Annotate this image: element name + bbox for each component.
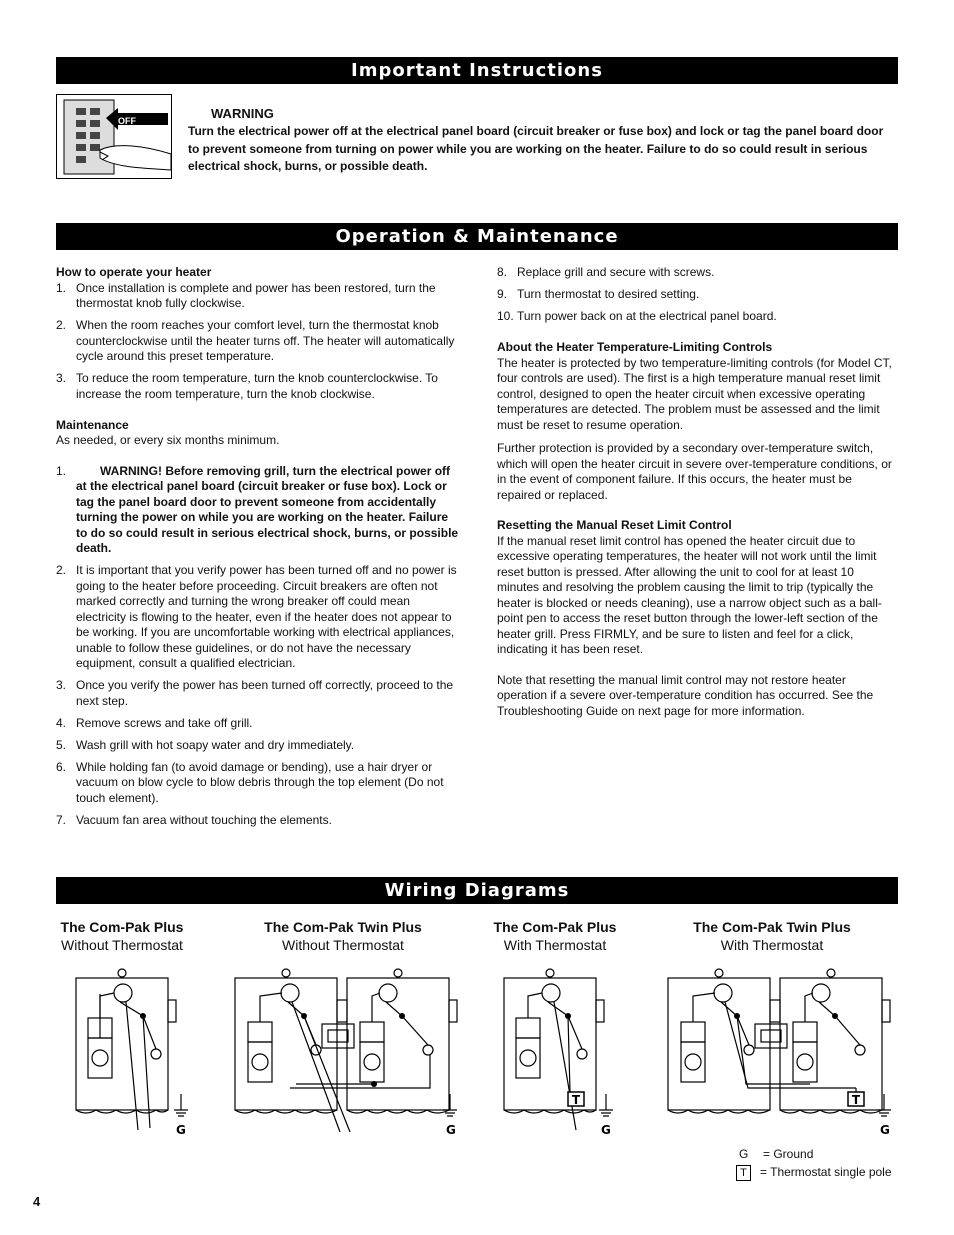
wiring-diagram-3 (494, 966, 624, 1138)
ground-label: G (601, 1123, 611, 1137)
wiring-diagram-4 (660, 966, 900, 1138)
list-item: 9. Turn thermostat to desired setting. (497, 287, 700, 301)
maintenance-intro: As needed, or every six months minimum. (56, 433, 280, 447)
maintenance-warning: WARNING! Before removing grill, turn the electrical power off at the electrical panel board (circuit breaker or fuse box). Lock or tag the panel board door to prevent someone from accidentally turning the power on while you are working on the heater. Failure to do so could result in serious electrical shock, burns, or possible death. (76, 463, 459, 555)
legend-ground: G = Ground (739, 1147, 814, 1161)
limit-paragraph-2: Further protection is provided by a secondary over-temperature switch, which will open the heater circuit in severe over-temperature conditions, or in the event of component failure. If this occurs, the heater must be repaired or replaced. (497, 441, 892, 502)
thermostat-label: T (851, 1093, 861, 1107)
diagram-4-title: The Com-Pak Twin Plus With Thermostat (693, 919, 851, 953)
list-item: 1. WARNING! Before removing grill, turn the electrical power off at the electrical panel board (circuit breaker or fuse box). Lock or tag the panel board door to prevent someone from accidentally turning the power on while you are working on the heater. Failure to do so could result in serious electrical shock, burns, or possible death. (56, 464, 461, 557)
right-column (497, 265, 899, 719)
warning-title: WARNING (211, 106, 274, 121)
important-heading: Important Instructions (56, 57, 898, 84)
maintenance-title: Maintenance (56, 417, 129, 432)
thermostat-label: T (571, 1093, 581, 1107)
list-item: 7. Vacuum fan area without touching the elements. (56, 812, 332, 827)
list-item: 10. Turn power back on at the electrical panel board. (497, 309, 777, 323)
list-item: 5. Wash grill with hot soapy water and dry immediately. (56, 737, 355, 752)
list-item: 6. While holding fan (to avoid damage or bending), use a hair dryer or vacuum on blow cycle to blow debris through the top element (Do not touch element). (56, 759, 444, 805)
list-item: 3. Once you verify the power has been turned off correctly, proceed to the next step. (56, 678, 454, 708)
diagram-1-title: The Com-Pak Plus Without Thermostat (60, 919, 184, 953)
page-number: 4 (33, 1194, 41, 1209)
ground-label: G (446, 1123, 456, 1137)
list-item: 3. To reduce the room temperature, turn the knob counterclockwise. To increase the room temperature, turn the knob clockwise. (56, 371, 438, 401)
breaker-panel-illustration (56, 94, 172, 179)
wiring-diagram-1 (66, 966, 196, 1138)
wiring-diagram-2 (230, 966, 465, 1138)
reset-paragraph-2: Note that resetting the manual limit control may not restore heater operation if a severe over-temperature condition has occurred. See the Troubleshooting Guide on next page for more information. (497, 672, 874, 718)
how-to-list (56, 281, 461, 403)
legend-thermostat: T = Thermostat single pole (736, 1163, 906, 1181)
off-label: OFF (118, 116, 136, 126)
list-item: 2. It is important that you verify power has been turned off and no power is going to the heater before proceeding. Circuit breakers are often not marked correctly and turning the wrong breaker off could mean electricity is flowing to the heater, even if the heater does not appear to be working. If you are uncomfortable working with electrical appliances, unable to follow these guidelines, or do not have the necessary equipment, consult a qualified electrician. (56, 563, 457, 670)
list-item: 8. Replace grill and secure with screws. (497, 265, 715, 279)
reset-paragraph-1: If the manual reset limit control has opened the heater circuit due to excessive operating temperatures, the heater will not work until the limit reset button is pressed. After allowing the unit to cool for at least 10 minutes and resolving the problem causing the limit to trip (typically the heater is blocked or needs cleaning), use a narrow object such as a ball-point pen to access the reset button through the lower-left section of the heater grill. Press FIRMLY, and be sure to listen and feel for a click, indicating it has been reset. (497, 533, 882, 656)
ground-label: G (176, 1123, 186, 1137)
operation-heading: Operation & Maintenance (56, 223, 898, 250)
maintenance-list-continued (497, 265, 899, 325)
list-item: 1. Once installation is complete and power has been restored, turn the thermostat knob fully clockwise. (56, 280, 436, 310)
diagram-3-title: The Com-Pak Plus With Thermostat (493, 919, 617, 953)
limit-title: About the Heater Temperature-Limiting Controls (497, 340, 773, 354)
ground-label: G (880, 1123, 890, 1137)
warning-text: Turn the electrical power off at the electrical panel board (circuit breaker or fuse box) and lock or tag the panel board door to prevent someone from turning on power while you are working on the heater. Failure to do so could result in serious electrical shock, burns, or possible death. (188, 124, 884, 173)
list-item: 4. Remove screws and take off grill. (56, 715, 253, 730)
wiring-heading: Wiring Diagrams (56, 877, 898, 904)
how-to-title: How to operate your heater (56, 265, 212, 279)
wiring-legend (736, 1145, 906, 1181)
maintenance-list (56, 464, 461, 829)
list-item: 2. When the room reaches your comfort level, turn the thermostat knob counterclockwise until the heater turns off. The heater will automatically cycle around this preset temperature. (56, 318, 455, 363)
limit-paragraph-1: The heater is protected by two temperature-limiting controls (for Model CT, four controls are used). The first is a high temperature manual reset limit control, designed to open the heater circuit when excessive operating temperatures are detected. The problem must be assessed and the limit must be reset to resume operation. (497, 355, 892, 432)
reset-title: Resetting the Manual Reset Limit Control (497, 518, 732, 532)
diagram-2-title: The Com-Pak Twin Plus Without Thermostat (264, 919, 422, 953)
left-column (56, 265, 461, 835)
